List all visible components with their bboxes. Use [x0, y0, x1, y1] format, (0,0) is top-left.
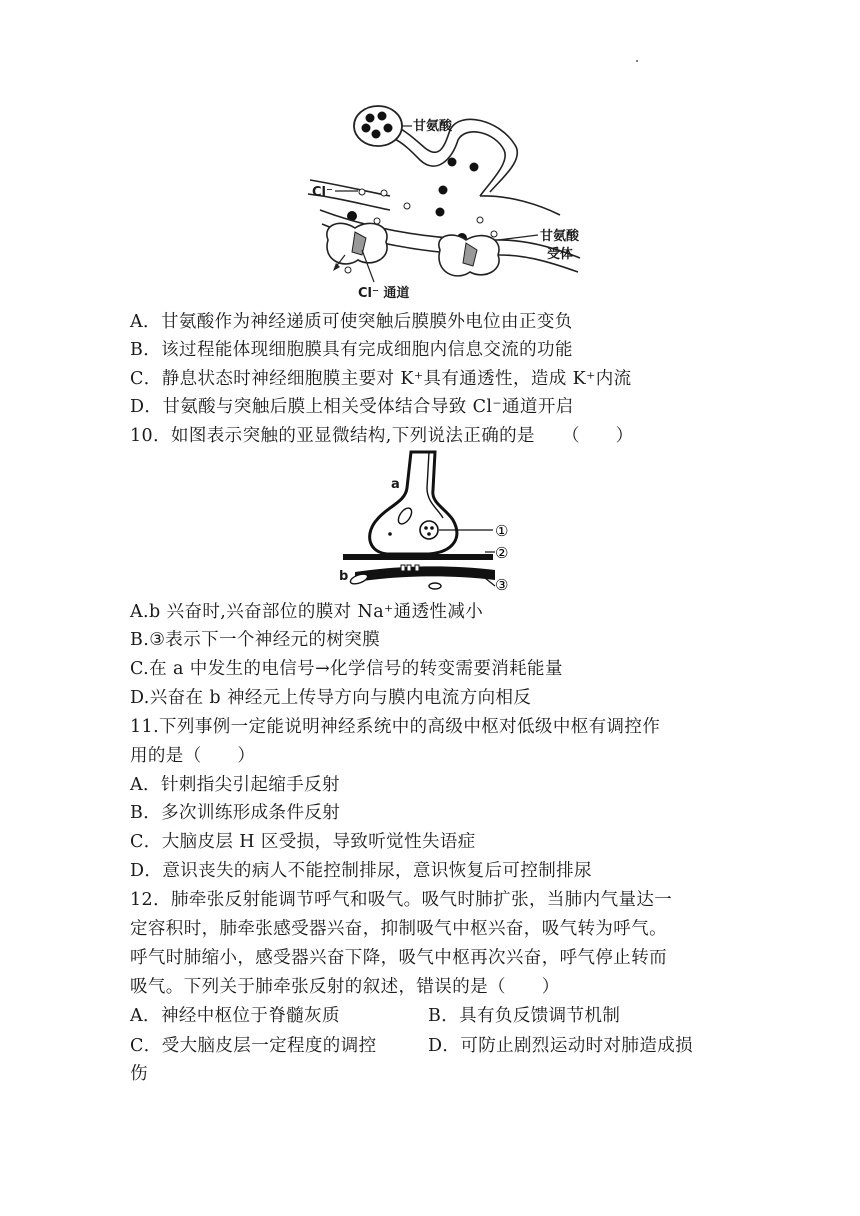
q12-stem-line4: 吸气。下列关于肺牵张反射的叙述，错误的是（ ） [130, 977, 560, 997]
label-1: ① [495, 522, 509, 540]
label-2: ② [495, 544, 509, 562]
q10-option-b: B.③表示下一个神经元的树突膜 [130, 630, 381, 650]
q9-option-a: A．甘氨酸作为神经递质可使突触后膜膜外电位由正变负 [130, 312, 573, 332]
q11-option-d: D．意识丧失的病人不能控制排尿，意识恢复后可控制排尿 [130, 861, 592, 881]
q12-option-d-cont: 伤 [130, 1064, 148, 1084]
q10-stem: 10．如图表示突触的亚显微结构,下列说法正确的是 （ ） [130, 426, 634, 446]
q11-stem-line1: 11.下列事例一定能说明神经系统中的高级中枢对低级中枢有调控作 [130, 717, 661, 737]
q12-stem-line1: 12．肺牵张反射能调节呼气和吸气。吸气时肺扩张，当肺内气量达一 [130, 890, 673, 910]
label-cl-channel: Cl⁻ 通道 [358, 286, 410, 301]
label-cl-ion: Cl⁻ [312, 185, 333, 200]
q9-option-d: D．甘氨酸与突触后膜上相关受体结合导致 Cl⁻通道开启 [130, 397, 574, 417]
label-receptor-line2: 受体 [547, 247, 574, 262]
label-receptor-line1: 甘氨酸 [540, 229, 580, 244]
q9-option-b: B．该过程能体现细胞膜具有完成细胞内信息交流的功能 [130, 340, 573, 360]
q9-option-c: C．静息状态时神经细胞膜主要对 K⁺具有通透性，造成 K⁺内流 [130, 369, 632, 389]
q11-option-b: B．多次训练形成条件反射 [130, 803, 341, 823]
q12-option-a: A．神经中枢位于脊髓灰质 [130, 1006, 340, 1026]
q10-option-d: D.兴奋在 b 神经元上传导方向与膜内电流方向相反 [130, 688, 532, 708]
q10-option-a: A.b 兴奋时,兴奋部位的膜对 Na⁺通透性减小 [130, 602, 484, 622]
synapse-structure-figure [335, 448, 535, 593]
q11-stem-line2: 用的是（ ） [130, 746, 256, 766]
q12-stem-line2: 定容积时，肺牵张感受器兴奋，抑制吸气中枢兴奋，吸气转为呼气。 [130, 919, 667, 939]
q11-option-c: C．大脑皮层 H 区受损，导致听觉性失语症 [130, 832, 476, 852]
q12-option-c: C．受大脑皮层一定程度的调控 [130, 1036, 377, 1056]
corner-mark [636, 60, 638, 62]
q11-option-a: A．针刺指尖引起缩手反射 [130, 775, 340, 795]
label-3: ③ [495, 576, 509, 593]
glycine-synapse-figure [300, 100, 600, 305]
q10-option-c: C.在 a 中发生的电信号→化学信号的转变需要消耗能量 [130, 659, 563, 679]
label-glycine: 甘氨酸 [413, 119, 453, 134]
label-b: b [339, 569, 349, 584]
q12-option-d: D．可防止剧烈运动时对肺造成损 [428, 1036, 694, 1056]
q12-stem-line3: 呼气时肺缩小，感受器兴奋下降，吸气中枢再次兴奋，呼气停止转而 [130, 948, 667, 968]
q12-option-b: B．具有负反馈调节机制 [428, 1006, 621, 1026]
label-a: a [391, 477, 400, 492]
